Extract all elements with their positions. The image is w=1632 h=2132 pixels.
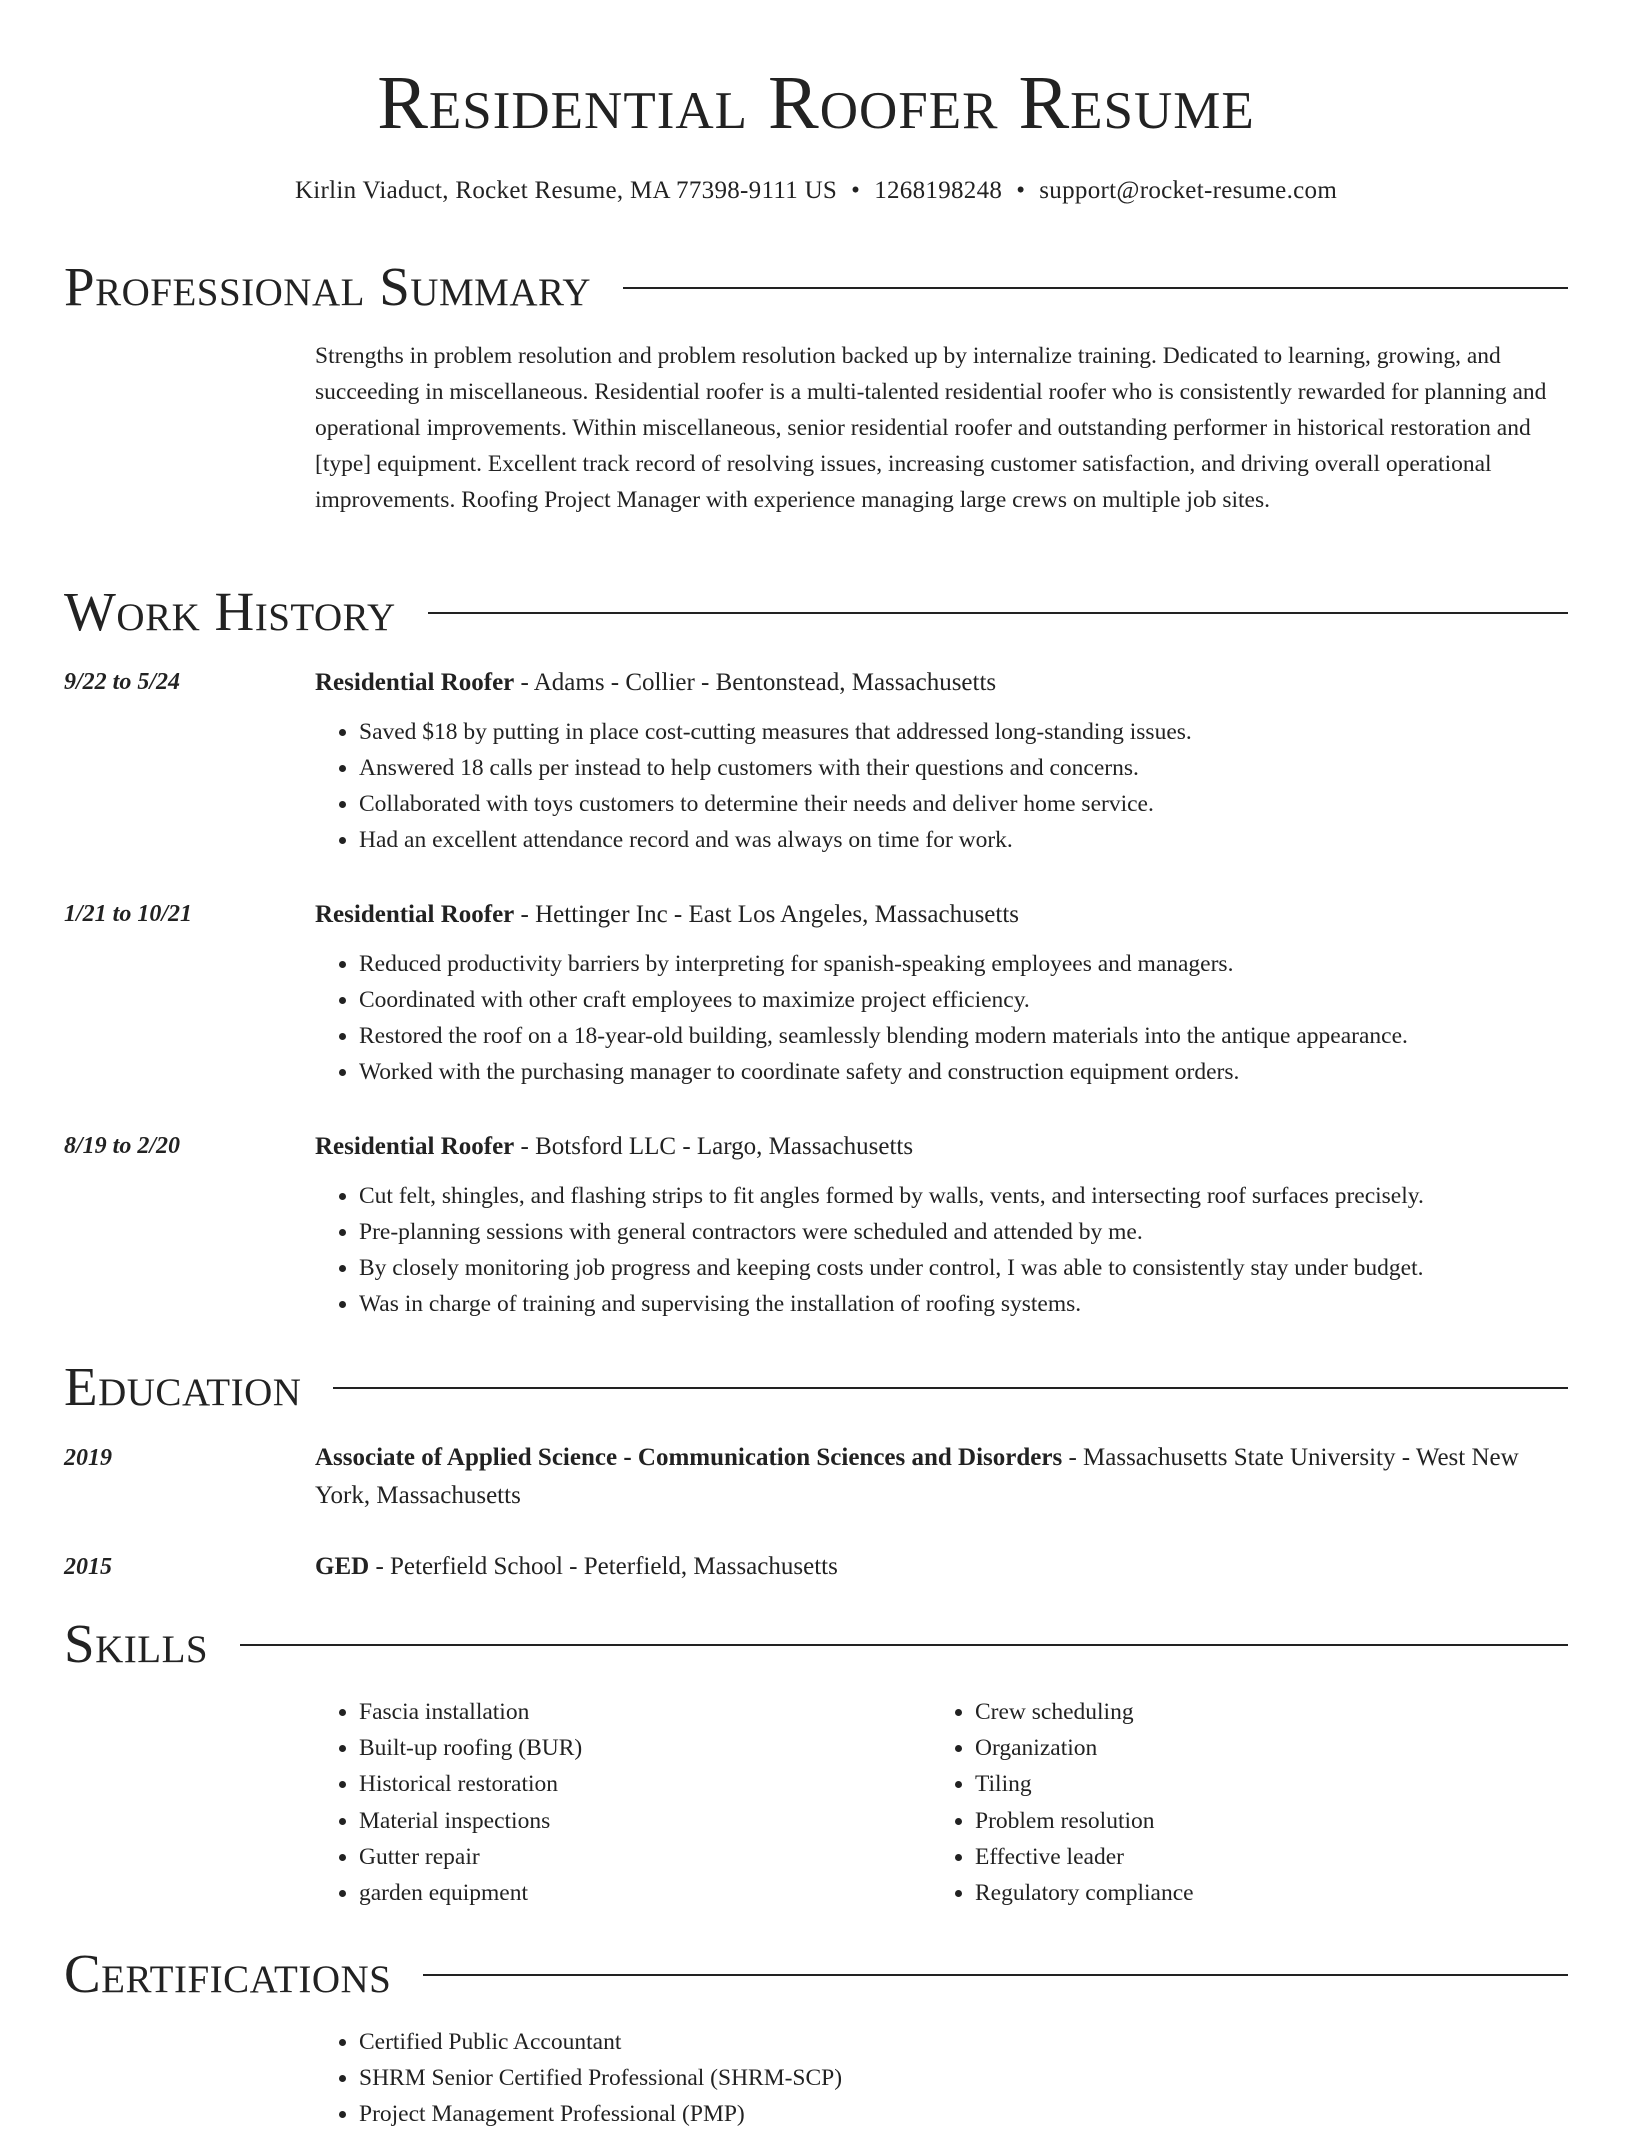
contact-line — [64, 176, 1568, 206]
list-item: • Tiling — [975, 1766, 1568, 1802]
job-bullets — [315, 1178, 1568, 1322]
section-title-education: Education — [64, 1356, 302, 1417]
section-title-summary: Professional Summary — [64, 256, 592, 317]
section-header-education — [64, 1354, 1568, 1420]
education-year: 2015 — [64, 1554, 112, 1580]
list-item: • Effective leader — [975, 1839, 1568, 1875]
section-divider — [423, 1974, 1568, 1976]
education-year: 2019 — [64, 1445, 112, 1471]
list-item: • Historical restoration — [359, 1766, 931, 1802]
section-title-work: Work History — [64, 581, 396, 642]
job-heading — [315, 896, 1568, 934]
skills-list-right — [931, 1694, 1568, 1911]
list-item: • Gutter repair — [359, 1839, 931, 1875]
list-item: • Restored the roof on a 18-year-old building, seamlessly blending modern materials into the antique appearance. — [359, 1018, 1568, 1054]
job-dates: 1/21 to 10/21 — [64, 901, 193, 927]
job-bullets — [315, 946, 1568, 1090]
list-item: • Certified Public Accountant — [359, 2024, 1568, 2060]
job-title: Residential Roofer — [315, 901, 515, 928]
education-degree: GED — [315, 1553, 370, 1580]
list-item: • Coordinated with other craft employees to maximize project efficiency. — [359, 982, 1568, 1018]
summary-text: Strengths in problem resolution and problem resolution backed up by internalize training. Dedicated to learning, growing, and succeeding in miscellaneous. Residential roofer is a multi-talented residential roofer who is consistently rewarded for planning and operational improvements. Within miscellaneous, senior residential roofer and outstanding performer in historical restoration and [type] equipment. Excellent track record of resolving issues, increasing customer satisfaction, and driving overall operational improvements. Roofing Project Manager with experience managing large crews on multiple job sites. — [315, 343, 1547, 513]
education-school: - Peterfield School - Peterfield, Massachusetts — [369, 1553, 838, 1580]
education-school: - Massachusetts State University - West New York, Massachusetts — [315, 1444, 1519, 1509]
list-item: • Had an excellent attendance record and was always on time for work. — [359, 822, 1568, 858]
job-heading — [315, 664, 1568, 702]
job-heading — [315, 1128, 1568, 1166]
list-item: • Saved $18 by putting in place cost-cutting measures that addressed long-standing issues. — [359, 714, 1568, 750]
skills-list-left — [315, 1694, 931, 1911]
education-heading — [315, 1548, 1568, 1586]
list-item: • Was in charge of training and supervising the installation of roofing systems. — [359, 1286, 1568, 1322]
list-item: • Project Management Professional (PMP) — [359, 2096, 1568, 2132]
list-item: • Reduced productivity barriers by interpreting for spanish-speaking employees and managers. — [359, 946, 1568, 982]
job-employer: - Hettinger Inc - East Los Angeles, Massachusetts — [514, 901, 1020, 928]
certifications-list — [315, 2024, 1568, 2132]
contact-separator: • — [851, 177, 861, 204]
list-item: • Answered 18 calls per instead to help customers with their questions and concerns. — [359, 750, 1568, 786]
list-item: • garden equipment — [359, 1875, 931, 1911]
section-title-certifications: Certifications — [64, 1943, 392, 2004]
job-employer: - Adams - Collier - Bentonstead, Massachusetts — [514, 669, 997, 696]
list-item: • Crew scheduling — [975, 1694, 1568, 1730]
job-title: Residential Roofer — [315, 669, 515, 696]
section-header-summary — [64, 254, 1568, 320]
list-item: • Pre-planning sessions with general contractors were scheduled and attended by me. — [359, 1214, 1568, 1250]
section-divider — [333, 1387, 1568, 1389]
section-divider — [623, 287, 1568, 289]
job-dates: 9/22 to 5/24 — [64, 669, 181, 695]
education-heading — [315, 1439, 1568, 1515]
list-item: • Built-up roofing (BUR) — [359, 1730, 931, 1766]
job-title: Residential Roofer — [315, 1133, 515, 1160]
list-item: • SHRM Senior Certified Professional (SHRM-SCP) — [359, 2060, 1568, 2096]
list-item: • Worked with the purchasing manager to coordinate safety and construction equipment orders. — [359, 1054, 1568, 1090]
section-divider — [240, 1644, 1568, 1646]
list-item: • By closely monitoring job progress and keeping costs under control, I was able to consistently stay under budget. — [359, 1250, 1568, 1286]
resume-title: Residential Roofer Resume — [377, 61, 1255, 145]
contact-separator: • — [1016, 177, 1026, 204]
list-item: • Problem resolution — [975, 1803, 1568, 1839]
section-header-skills — [64, 1611, 1568, 1677]
contact-email[interactable]: support@rocket-resume.com — [1039, 177, 1338, 204]
contact-address: Kirlin Viaduct, Rocket Resume, MA 77398-9111 US — [294, 177, 838, 204]
list-item: • Cut felt, shingles, and flashing strips to fit angles formed by walls, vents, and intersecting roof surfaces precisely. — [359, 1178, 1568, 1214]
section-header-work — [64, 579, 1568, 645]
list-item: • Fascia installation — [359, 1694, 931, 1730]
contact-phone: 1268198248 — [874, 177, 1003, 204]
list-item: • Organization — [975, 1730, 1568, 1766]
section-divider — [428, 612, 1568, 614]
list-item: • Regulatory compliance — [975, 1875, 1568, 1911]
job-dates: 8/19 to 2/20 — [64, 1133, 181, 1159]
section-title-skills: Skills — [64, 1613, 209, 1674]
job-bullets — [315, 714, 1568, 858]
list-item: • Material inspections — [359, 1803, 931, 1839]
job-employer: - Botsford LLC - Largo, Massachusetts — [514, 1133, 914, 1160]
list-item: • Collaborated with toys customers to determine their needs and deliver home service. — [359, 786, 1568, 822]
section-header-certifications — [64, 1941, 1568, 2007]
education-degree: Associate of Applied Science - Communication Sciences and Disorders — [315, 1444, 1063, 1471]
